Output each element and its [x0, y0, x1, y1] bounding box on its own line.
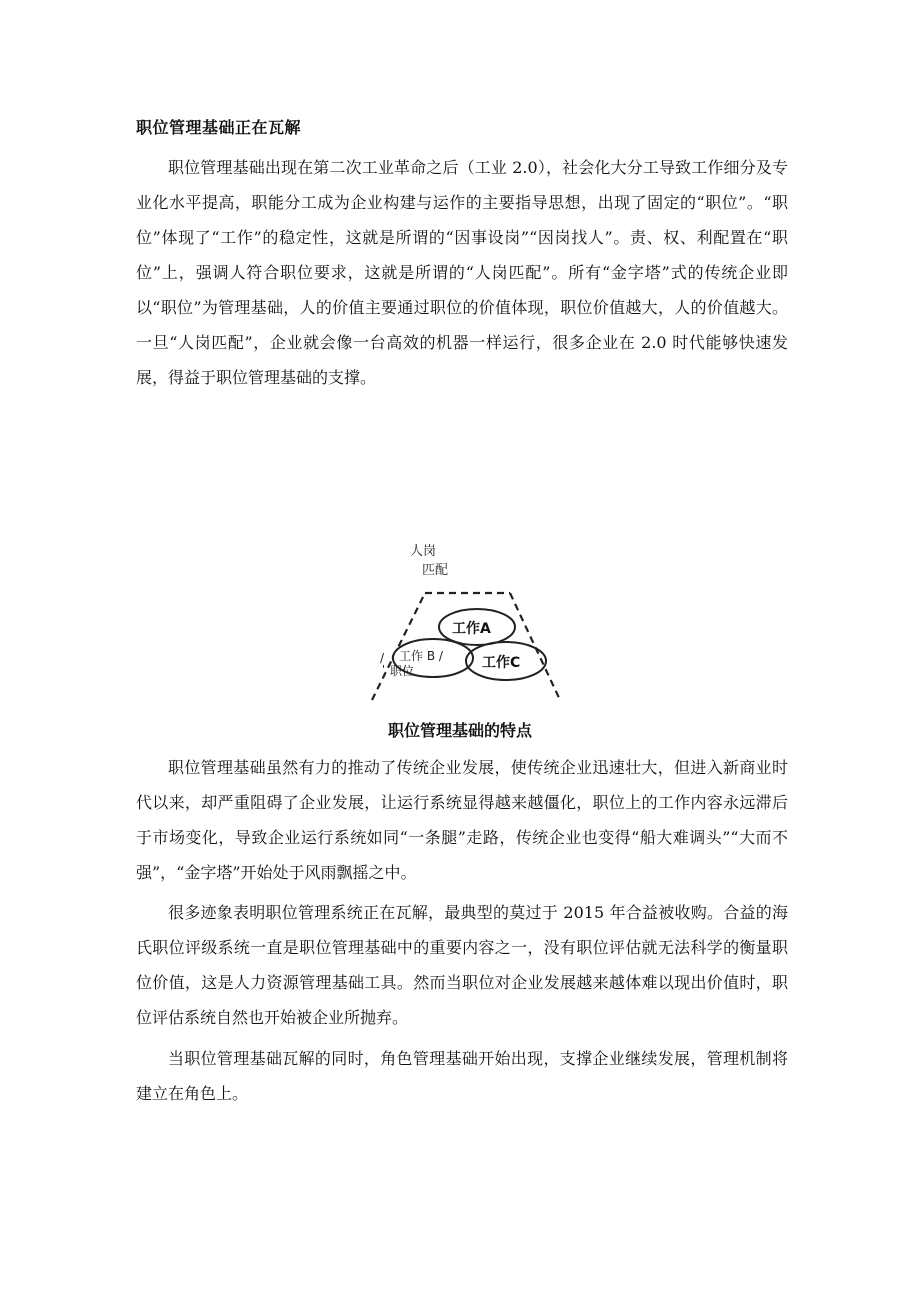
paragraph-4: 当职位管理基础瓦解的同时，角色管理基础开始出现，支撑企业继续发展，管理机制将建立在角色上。 [136, 1049, 788, 1103]
paragraph-2: 职位管理基础虽然有力的推动了传统企业发展，使传统企业迅速壮大，但进入新商业时代以来，却严重阻碍了企业发展，让运行系统显得越来越僵化，职位上的工作内容永远滞后于市场变化，导致企业运行系统如同“一条腿”走路，传统企业也变得“船大难调头”“大而不强”，“金字塔”开始处于风雨飘摇之中。 [136, 758, 788, 882]
label-job-c: 工作C [482, 655, 521, 671]
paragraph-3: 很多迹象表明职位管理系统正在瓦解，最典型的莫过于 2015 年合益被收购。合益的海氏职位评级系统一直是职位管理基础中的重要内容之一，没有职位评估就无法科学的衡量职位价值，这是人力资源管理基础工具。然而当职位对企业发展越来越体难以现出价值时，职位评估系统自然也开始被企业所抛弃。 [136, 903, 788, 1027]
label-slash-left: /（ [380, 651, 397, 665]
label-person-post-line1: 人岗 [410, 544, 437, 559]
label-job-a: 工作A [452, 621, 491, 637]
label-tick-left: ' [382, 663, 386, 676]
job-management-diagram [360, 535, 580, 705]
section-heading: 职位管理基础正在瓦解 [136, 118, 302, 137]
paragraph-1: 职位管理基础出现在第二次工业革命之后（工业 2.0），社会化大分工导致工作细分及专业化水平提高，职能分工成为企业构建与运作的主要指导思想，出现了固定的“职位”。“职位”体现了“工作”的稳定性，这就是所谓的“因事设岗”“因岗找人”。责、权、利配置在“职位”上，强调人符合职位要求，这就是所谓的“人岗匹配”。所有“金字塔”式的传统企业即以“职位”为管理基础，人的价值主要通过职位的价值体现，职位价值越大，人的价值越大。一旦“人岗匹配”，企业就会像一台高效的机器一样运行，很多企业在 2.0 时代能够快速发展，得益于职位管理基础的支撑。 [136, 158, 788, 387]
figure-caption: 职位管理基础的特点 [387, 721, 532, 740]
label-position: 职位 [390, 664, 415, 678]
trapezoid-right-edge [510, 593, 560, 700]
label-job-b: 工作 B / [399, 649, 443, 663]
label-person-post-line2: 匹配 [422, 563, 449, 578]
